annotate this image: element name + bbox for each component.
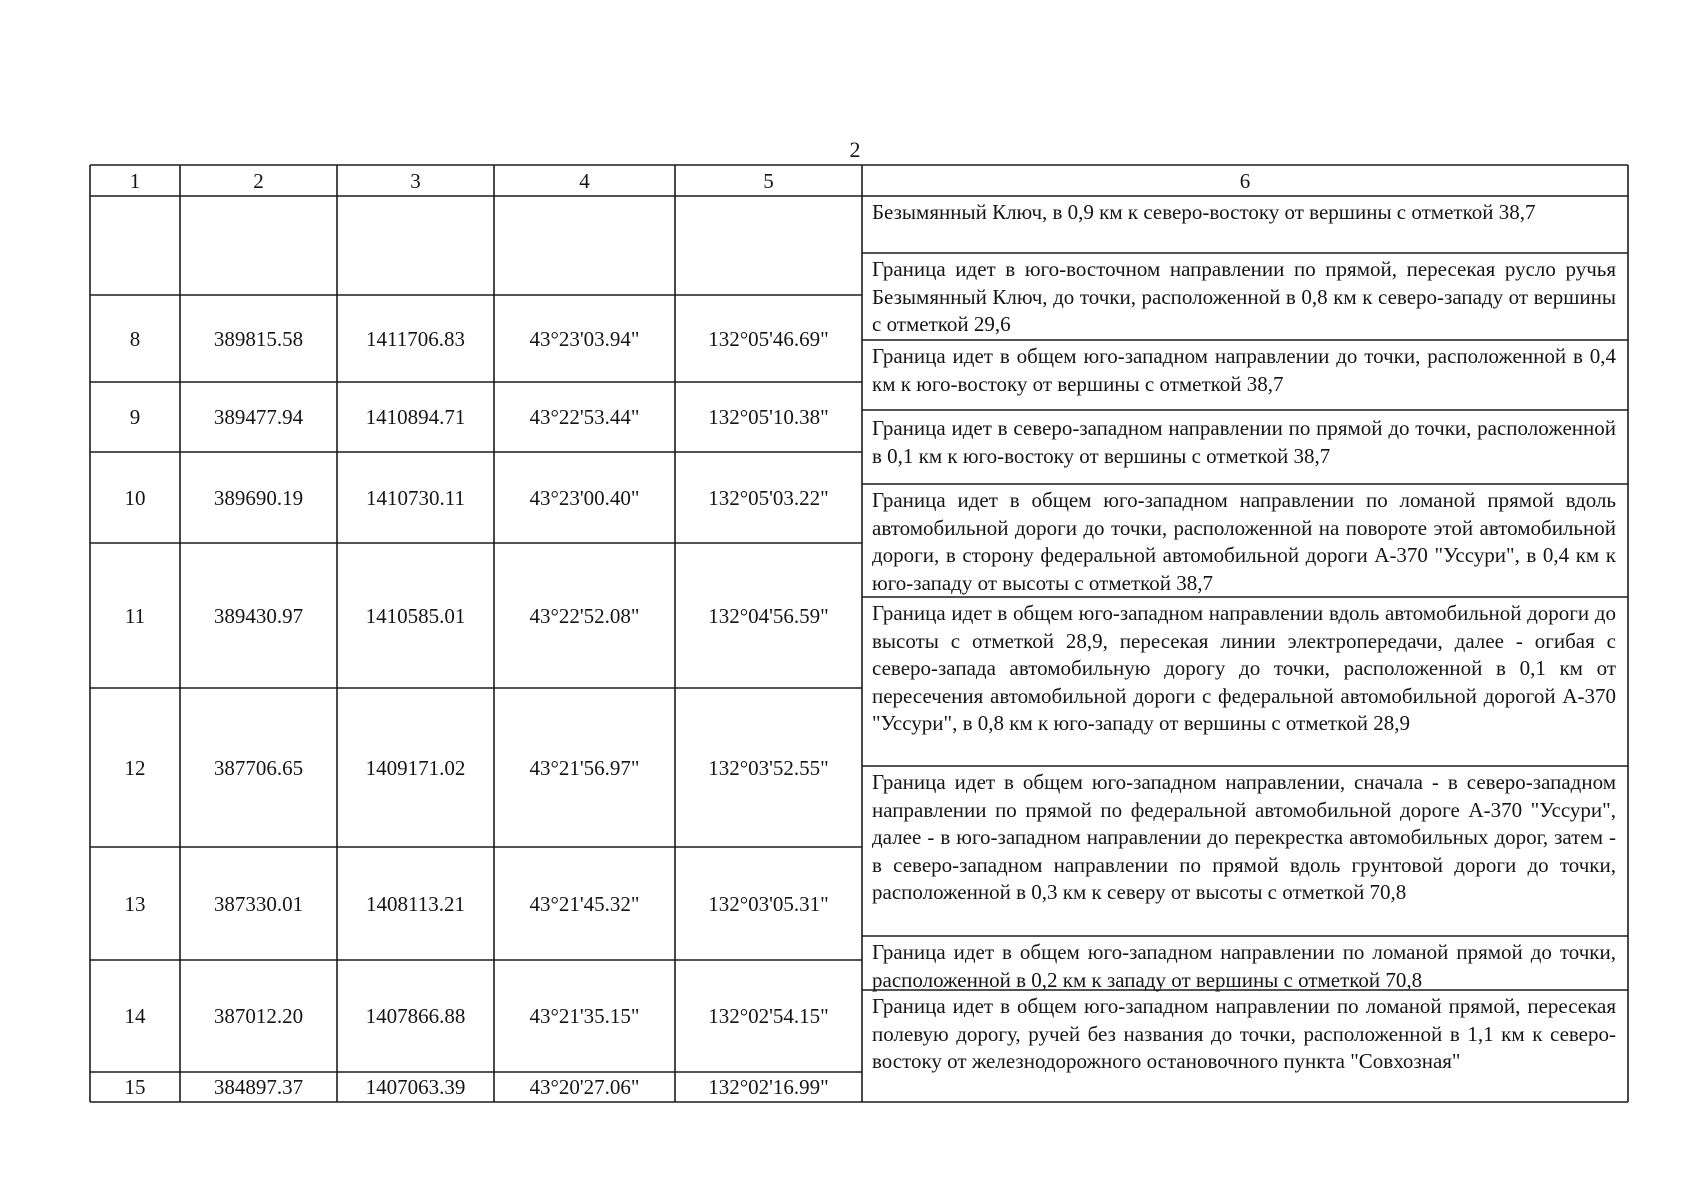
longitude: 132°04'56.59" — [708, 603, 829, 628]
point-number: 12 — [124, 755, 146, 780]
boundary-description: Граница идет в общем юго-западном направлении по ломаной прямой до точки, расположенной в 0,2 км к западу от вершины с отметкой 70,8 — [872, 940, 1616, 992]
latitude: 43°22'52.08" — [529, 603, 640, 628]
x-coordinate: 389477.94 — [213, 405, 304, 429]
latitude: 43°20'27.06" — [529, 1075, 640, 1099]
x-coordinate: 389815.58 — [213, 326, 304, 351]
y-coordinate: 1409171.02 — [365, 755, 466, 780]
point-number: 15 — [124, 1075, 146, 1099]
boundary-description: Граница идет в общем юго-западном направлении по ломаной прямой вдоль автомобильной дороги до точки, расположенной на повороте этой автомобильной дороги, в сторону федеральной автомобильной дороги А-370 "Уссури", в 0,4 км к юго-западу от высоты с отметкой 38,7 — [872, 488, 1616, 595]
latitude: 43°23'00.40" — [529, 485, 640, 510]
x-coordinate: 387330.01 — [213, 891, 304, 916]
point-number: 8 — [129, 326, 141, 351]
column-header-4: 4 — [579, 168, 590, 193]
page-number: 2 — [849, 137, 861, 162]
y-coordinate: 1410730.11 — [366, 485, 465, 510]
boundary-description: Безымянный Ключ, в 0,9 км к северо-востоку от вершины с отметкой 38,7 — [872, 200, 1536, 224]
point-number: 13 — [124, 891, 146, 916]
x-coordinate: 387706.65 — [213, 755, 304, 780]
y-coordinate: 1410585.01 — [365, 603, 466, 628]
x-coordinate: 384897.37 — [213, 1075, 304, 1099]
longitude: 132°02'54.15" — [708, 1004, 829, 1028]
latitude: 43°23'03.94" — [529, 326, 640, 351]
x-coordinate: 389430.97 — [213, 603, 304, 628]
column-header-5: 5 — [763, 168, 774, 193]
longitude: 132°05'46.69" — [708, 326, 829, 351]
boundary-description: Граница идет в северо-западном направлении по прямой до точки, расположенной в 0,1 км к юго-востоку от вершины с отметкой 38,7 — [872, 416, 1616, 468]
boundary-description: Граница идет в общем юго-западном направлении по ломаной прямой, пересекая полевую дорогу, ручей без названия до точки, расположенной в 1,1 км к северо-востоку от железнодорожного остановочного пункта "Совхозная" — [872, 994, 1616, 1073]
longitude: 132°03'52.55" — [708, 755, 829, 780]
y-coordinate: 1407063.39 — [365, 1075, 466, 1099]
latitude: 43°21'56.97" — [529, 755, 640, 780]
boundary-description: Граница идет в общем юго-западном направлении до точки, расположенной в 0,4 км к юго-востоку от вершины с отметкой 38,7 — [872, 344, 1616, 396]
longitude: 132°02'16.99" — [708, 1075, 829, 1099]
point-number: 14 — [124, 1004, 146, 1028]
boundary-description: Граница идет в общем юго-западном направлении вдоль автомобильной дороги до высоты с отметкой 28,9, пересекая линии электропередачи, далее - огибая с северо-запада автомобильную дорогу до точки, расположенной в 0,1 км от пересечения автомобильной дороги с федеральной автомобильной дорогой А-370 "Уссури", в 0,8 км к юго-западу от вершины с отметкой 28,9 — [872, 601, 1616, 735]
column-header-2: 2 — [253, 168, 264, 193]
longitude: 132°05'10.38" — [708, 405, 829, 429]
boundary-description: Граница идет в юго-восточном направлении по прямой, пересекая русло ручья Безымянный Ключ, до точки, расположенной в 0,8 км к северо-западу от вершины с отметкой 29,6 — [872, 257, 1616, 336]
column-header-1: 1 — [129, 168, 141, 193]
longitude: 132°05'03.22" — [708, 485, 829, 510]
latitude: 43°21'35.15" — [529, 1004, 640, 1028]
y-coordinate: 1407866.88 — [365, 1004, 466, 1028]
point-number: 9 — [129, 405, 141, 429]
point-number: 10 — [124, 485, 146, 510]
y-coordinate: 1411706.83 — [366, 326, 465, 351]
x-coordinate: 389690.19 — [213, 485, 304, 510]
boundary-description: Граница идет в общем юго-западном направлении, сначала - в северо-западном направлении по прямой по федеральной автомобильной дороге А-370 "Уссури", далее - в юго-западном направлении до перекрестка автомобильных дорог, затем - в северо-западном направлении по прямой вдоль грунтовой дороги до точки, расположенной в 0,3 км к северу от высоты с отметкой 70,8 — [872, 770, 1616, 904]
column-header-3: 3 — [410, 168, 421, 193]
y-coordinate: 1408113.21 — [366, 891, 465, 916]
point-number: 11 — [124, 603, 146, 628]
column-header-6: 6 — [1239, 168, 1251, 193]
y-coordinate: 1410894.71 — [365, 405, 466, 429]
latitude: 43°22'53.44" — [529, 405, 640, 429]
latitude: 43°21'45.32" — [529, 891, 640, 916]
x-coordinate: 387012.20 — [213, 1004, 304, 1028]
longitude: 132°03'05.31" — [708, 891, 829, 916]
